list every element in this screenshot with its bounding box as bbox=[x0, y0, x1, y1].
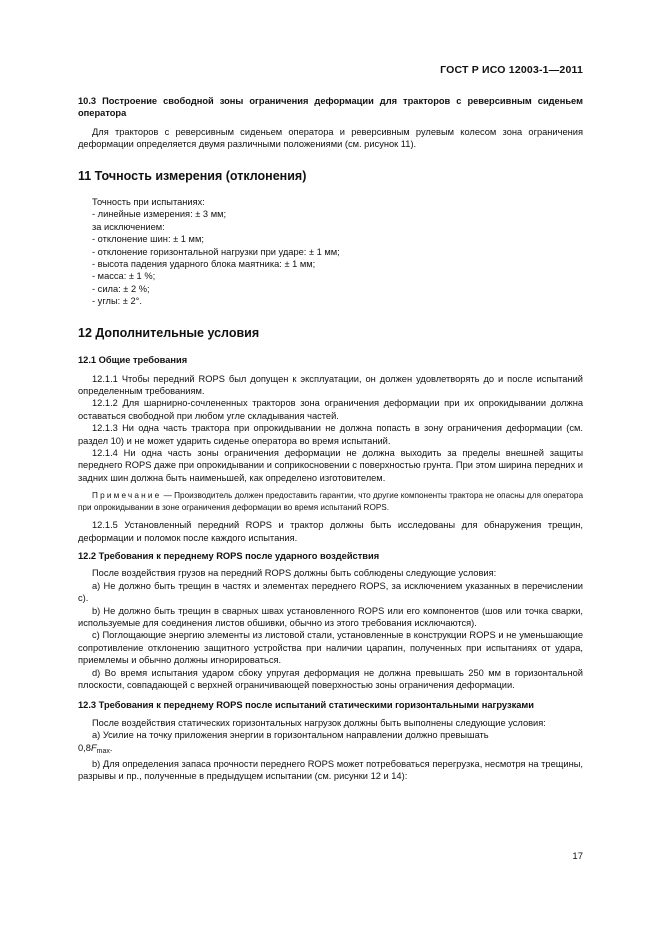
clause-12-1-5: 12.1.5 Установленный передний ROPS и трактор должны быть исследованы для обнаружения трещин, деформации и поломок после каждого испытания. bbox=[78, 520, 583, 543]
section-12-title: 12 Дополнительные условия bbox=[78, 325, 260, 340]
section-10-3-title: 10.3 Построение свободной зоны ограничения деформации для тракторов с реверсивным сиденьем оператора bbox=[78, 96, 583, 119]
accuracy-line: - углы: ± 2°. bbox=[92, 296, 142, 307]
requirement-a: a) Усилие на точку приложения энергии в горизонтальном направлении должно превышать bbox=[92, 730, 489, 741]
accuracy-line: за исключением: bbox=[92, 221, 165, 232]
page-number: 17 bbox=[572, 851, 583, 862]
section-10-3-text: Для тракторов с реверсивным сиденьем оператора и реверсивным рулевым колесом зона ограничения деформации определяется двумя различными положениями (см. рисунок 11). bbox=[78, 126, 583, 150]
note-text: — Производитель должен предоставить гарантии, что другие компоненты трактора не опасны для оператора при опрокидывании в зоне ограничения деформации во время испытаний ROPS. bbox=[78, 491, 583, 512]
formula-end: . bbox=[109, 742, 113, 753]
condition-b: b) Не должно быть трещин в сварных швах установленного ROPS или его компонентов (шов или точка сварки, используемые для соединения листов обшивки, обычно из этого требования исключаются). bbox=[78, 605, 583, 628]
condition-a: a) Не должно быть трещин в частях и элементах переднего ROPS, за исключением указанных в перечислении c). bbox=[78, 580, 583, 604]
requirement-a-formula bbox=[78, 742, 583, 758]
accuracy-line: - отклонение шин: ± 1 мм; bbox=[92, 234, 204, 245]
force-symbol: F bbox=[90, 742, 97, 753]
note-label: Примечание bbox=[92, 491, 162, 501]
accuracy-list bbox=[78, 196, 583, 308]
note-paragraph bbox=[78, 490, 583, 513]
page-content bbox=[78, 95, 583, 783]
clause-12-1-1: 12.1.1 Чтобы передний ROPS был допущен к эксплуатации, он должен удовлетворять до и после испытаний определенным требованиям. bbox=[78, 373, 583, 396]
condition-d: d) Во время испытания ударом сбоку упругая деформация не должна превышать 250 мм в горизонтальной плоскости, совпадающей с верхней ограничивающей поверхностью зоны ограничения деформации. bbox=[78, 667, 583, 691]
section-12-1-title: 12.1 Общие требования bbox=[78, 355, 188, 366]
section-11-title: 11 Точность измерения (отклонения) bbox=[78, 168, 307, 183]
section-12-3-intro: После воздействия статических горизонтальных нагрузок должны быть выполнены следующие условия: bbox=[92, 717, 546, 728]
accuracy-line: - сила: ± 2 %; bbox=[92, 283, 150, 294]
accuracy-line: - масса: ± 1 %; bbox=[92, 271, 156, 282]
condition-c: c) Поглощающие энергию элементы из листовой стали, установленные в конструкции ROPS и не уменьшающие сопротивление отклонению защитного устройства при наличии царапин, полученных при испытаниях от удара, приемлемы и обычно должны игнорироваться. bbox=[78, 630, 583, 666]
clause-12-1-2: 12.1.2 Для шарнирно-сочлененных тракторов зона ограничения деформации при их опрокидывании должна оставаться свободной при любом угле складывания частей. bbox=[78, 398, 583, 421]
accuracy-line: - линейные измерения: ± 3 мм; bbox=[92, 209, 227, 220]
clause-12-1-4: 12.1.4 Ни одна часть зоны ограничения деформации не должна выходить за пределы внешней защиты переднего ROPS даже при опрокидывании и соприкосновении с поверхностью грунта. При этом ширина передних и задних шин должна быть наименьшей, как определено изготовителем. bbox=[78, 447, 583, 483]
accuracy-line: - отклонение горизонтальной нагрузки при ударе: ± 1 мм; bbox=[92, 246, 340, 257]
accuracy-line: - высота падения ударного блока маятника: ± 1 мм; bbox=[92, 259, 316, 270]
clause-12-1-3: 12.1.3 Ни одна часть трактора при опрокидывании не должна попасть в зону ограничения деформации (см. раздел 10) и не может ударить сиденье оператора во время испытаний. bbox=[78, 423, 583, 446]
force-coefficient: 0,8 bbox=[78, 742, 91, 753]
section-12-3-title: 12.3 Требования к переднему ROPS после испытаний статическими горизонтальными нагрузками bbox=[78, 700, 535, 711]
standard-header: ГОСТ Р ИСО 12003-1—2011 bbox=[440, 64, 583, 76]
requirement-b: b) Для определения запаса прочности переднего ROPS может потребоваться перегрузка, несмотря на трещины, разрывы и пр., полученные в предыдущем испытании (см. рисунки 12 и 14): bbox=[78, 759, 583, 782]
section-12-2-intro: После воздействия грузов на передний ROPS должны быть соблюдены следующие условия: bbox=[92, 568, 497, 579]
section-12-2-title: 12.2 Требования к переднему ROPS после ударного воздействия bbox=[78, 550, 380, 561]
accuracy-line: Точность при испытаниях: bbox=[92, 197, 205, 208]
force-subscript: max bbox=[96, 747, 110, 755]
